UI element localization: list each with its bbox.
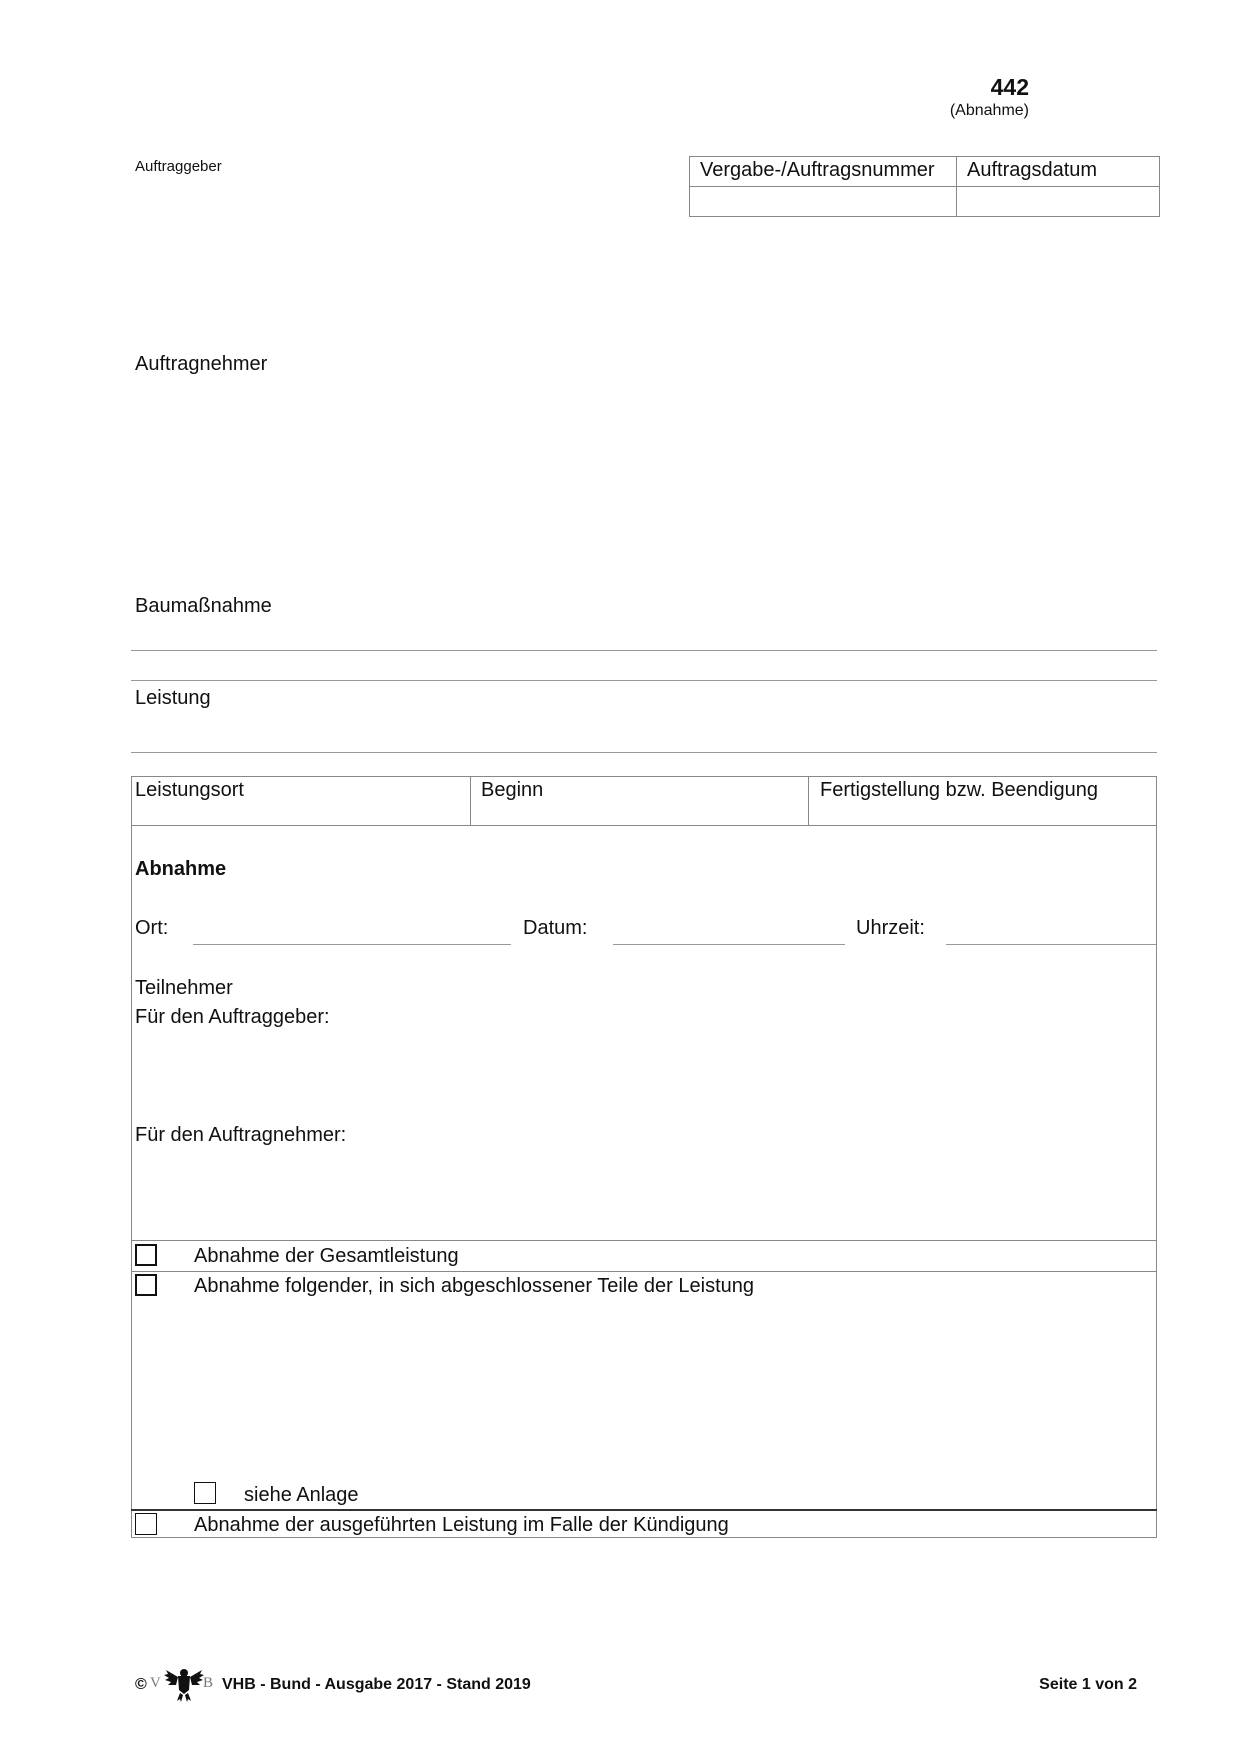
completion-label: Fertigstellung bzw. Beendigung [820,779,1098,801]
federal-eagle-icon [162,1664,206,1704]
order-date-header: Auftragsdatum [957,157,1160,187]
place-field-line[interactable] [193,944,511,945]
row-divider [131,1271,1157,1272]
for-client-label: Für den Auftraggeber: [135,1006,330,1028]
place-label: Ort: [135,917,169,939]
logo-letter-left: V [150,1675,161,1691]
partial-acceptance-checkbox[interactable] [135,1274,157,1296]
client-label: Auftraggeber [135,158,222,175]
participants-label: Teilnehmer [135,977,233,999]
location-label: Leistungsort [135,779,244,801]
row-divider [131,1240,1157,1241]
service-field-line[interactable] [131,752,1157,753]
termination-acceptance-label: Abnahme der ausgeführten Leistung im Falle der Kündigung [194,1514,729,1536]
column-divider [808,776,809,825]
contractor-label: Auftragnehmer [135,353,268,375]
termination-acceptance-checkbox[interactable] [135,1513,157,1535]
order-meta-table [689,156,1160,217]
divider [131,680,1157,681]
see-attachment-label: siehe Anlage [244,1484,359,1506]
order-date-field[interactable] [957,187,1160,217]
total-acceptance-checkbox[interactable] [135,1244,157,1266]
row-divider [131,1509,1157,1511]
page-number: Seite 1 von 2 [1039,1676,1137,1693]
copyright-symbol: © [135,1676,147,1693]
acceptance-title: Abnahme [135,858,227,880]
order-number-field[interactable] [690,187,957,217]
service-label: Leistung [135,687,211,709]
total-acceptance-label: Abnahme der Gesamtleistung [194,1245,459,1267]
logo-letter-right: B [203,1675,214,1691]
date-label: Datum: [523,917,588,939]
project-label: Baumaßnahme [135,595,272,617]
form-number: 442 [990,74,1029,100]
for-contractor-label: Für den Auftragnehmer: [135,1124,347,1146]
edition-label: VHB - Bund - Ausgabe 2017 - Stand 2019 [222,1676,531,1693]
time-field-line[interactable] [946,944,1156,945]
row-divider [131,825,1157,826]
order-number-header: Vergabe-/Auftragsnummer [690,157,957,187]
date-field-line[interactable] [613,944,845,945]
column-divider [470,776,471,825]
time-label: Uhrzeit: [856,917,925,939]
form-subtitle: (Abnahme) [949,102,1029,119]
project-field-line[interactable] [131,650,1157,651]
partial-acceptance-label: Abnahme folgender, in sich abgeschlossener Teile der Leistung [194,1275,754,1297]
see-attachment-checkbox[interactable] [194,1482,216,1504]
acceptance-form-box [131,776,1157,1538]
start-label: Beginn [481,779,544,801]
